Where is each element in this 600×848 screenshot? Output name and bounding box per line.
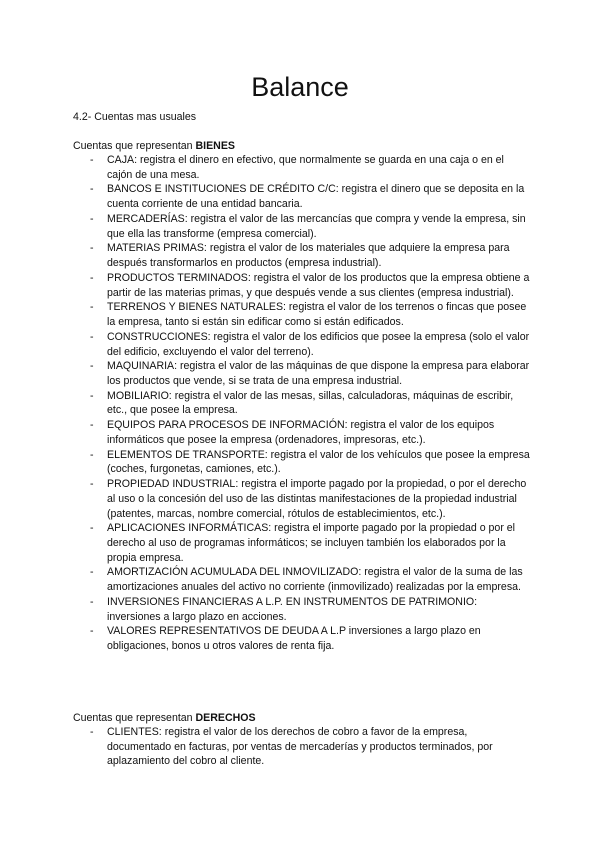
bienes-heading-prefix: Cuentas que representan (73, 140, 196, 152)
list-item-text: VALORES REPRESENTATIVOS DE DEUDA A L.P inversiones a largo plazo en obligaciones, bonos u otros valores de renta fija. (107, 625, 481, 653)
list-item (90, 725, 530, 769)
list-bullet-dash: - (90, 478, 94, 491)
list-item-text: BANCOS E INSTITUCIONES DE CRÉDITO C/C: registra el dinero que se deposita en la cuenta corriente de una entidad bancaria. (107, 183, 525, 211)
list-bullet-dash: - (90, 389, 94, 402)
list-bullet-dash: - (90, 566, 94, 579)
list-item (90, 330, 530, 359)
list-item-text: CAJA: registra el dinero en efectivo, que normalmente se guarda en una caja o en el cajón de una mesa. (107, 154, 504, 181)
derechos-heading (73, 711, 256, 725)
list-bullet-dash: - (90, 242, 94, 255)
list-bullet-dash: - (90, 522, 94, 535)
list-bullet-dash: - (90, 625, 94, 638)
list-bullet-dash: - (90, 360, 94, 373)
list-item-text: INVERSIONES FINANCIERAS A L.P. EN INSTRUMENTOS DE PATRIMONIO: inversiones a largo plazo en acciones. (107, 595, 478, 623)
list-item (90, 182, 530, 211)
list-bullet-dash: - (90, 154, 94, 166)
list-item (90, 565, 530, 594)
list-item (90, 359, 530, 388)
list-item-text: CLIENTES: registra el valor de los derechos de cobro a favor de la empresa, documentado en facturas, por ventas de mercaderías y productos terminados, por aplazamiento del cobro al cliente. (107, 726, 493, 768)
list-item (90, 300, 530, 329)
list-item-text: MATERIAS PRIMAS: registra el valor de los materiales que adquiere la empresa para después transformarlos en productos (empresa industrial). (107, 242, 510, 270)
list-item-text: MOBILIARIO: registra el valor de las mesas, sillas, calculadoras, máquinas de escribir, etc., que posee la empresa. (107, 389, 514, 417)
list-item-text: TERRENOS Y BIENES NATURALES: registra el valor de los terrenos o fincas que posee la empresa, tanto si están sin edificar como si están edificados. (107, 301, 527, 329)
list-item-text: PRODUCTOS TERMINADOS: registra el valor de los productos que la empresa obtiene a partir de las materias primas, y que después vende a sus clientes (empresa industrial). (107, 271, 530, 299)
list-item (90, 271, 530, 300)
list-item (90, 477, 530, 521)
list-bullet-dash: - (90, 726, 94, 738)
derechos-list (90, 725, 530, 769)
list-item (90, 595, 530, 624)
list-item (90, 448, 530, 477)
bienes-heading-keyword: BIENES (195, 140, 235, 152)
list-item-text: MERCADERÍAS: registra el valor de las mercancías que compra y vende la empresa, sin que ella las transforme (empresa comercial). (107, 212, 526, 240)
derechos-heading-prefix: Cuentas que representan (73, 712, 196, 724)
list-bullet-dash: - (90, 448, 94, 461)
list-item-text: APLICACIONES INFORMÁTICAS: registra el importe pagado por la propiedad o por el derecho al uso de programas informáticos; se incluyen también los elaborados por la propia empresa. (107, 522, 516, 564)
list-bullet-dash: - (90, 301, 94, 314)
list-item (90, 241, 530, 270)
list-item-text: PROPIEDAD INDUSTRIAL: registra el importe pagado por la propiedad, o por el derecho al uso o la concesión del uso de las distintas manifestaciones de la propiedad industrial (patentes, marcas, nombre comercial, rótulos de establecimientos, etc.). (107, 478, 527, 520)
bienes-heading (73, 139, 235, 153)
section-number-heading: 4.2- Cuentas mas usuales (73, 111, 197, 123)
list-bullet-dash: - (90, 419, 94, 432)
page-title: Balance (251, 72, 349, 102)
list-bullet-dash: - (90, 183, 94, 196)
list-item-text: AMORTIZACIÓN ACUMULADA DEL INMOVILIZADO: registra el valor de la suma de las amortizaciones anuales del activo no corriente (inmovilizado) realizadas por la empresa. (107, 566, 523, 594)
list-item-text: EQUIPOS PARA PROCESOS DE INFORMACIÓN: registra el valor de los equipos informáticos que posee la empresa (ordenadores, impresoras, etc.). (107, 419, 495, 446)
list-bullet-dash: - (90, 595, 94, 608)
list-item (90, 389, 530, 418)
list-bullet-dash: - (90, 330, 94, 343)
list-item (90, 624, 530, 653)
derechos-heading-keyword: DERECHOS (195, 712, 256, 724)
list-bullet-dash: - (90, 212, 94, 225)
bienes-list (90, 153, 530, 654)
list-item-text: MAQUINARIA: registra el valor de las máquinas de que dispone la empresa para elaborar los productos que vende, si se trata de una empresa industrial. (107, 360, 530, 387)
list-item (90, 212, 530, 241)
list-item (90, 418, 530, 447)
list-bullet-dash: - (90, 271, 94, 284)
list-item (90, 521, 530, 565)
list-item (90, 153, 530, 182)
list-item-text: CONSTRUCCIONES: registra el valor de los edificios que posee la empresa (solo el valor del edificio, excluyendo el valor del terreno). (107, 330, 530, 358)
list-item-text: ELEMENTOS DE TRANSPORTE: registra el valor de los vehículos que posee la empresa (coches, furgonetas, camiones, etc.). (107, 448, 530, 476)
